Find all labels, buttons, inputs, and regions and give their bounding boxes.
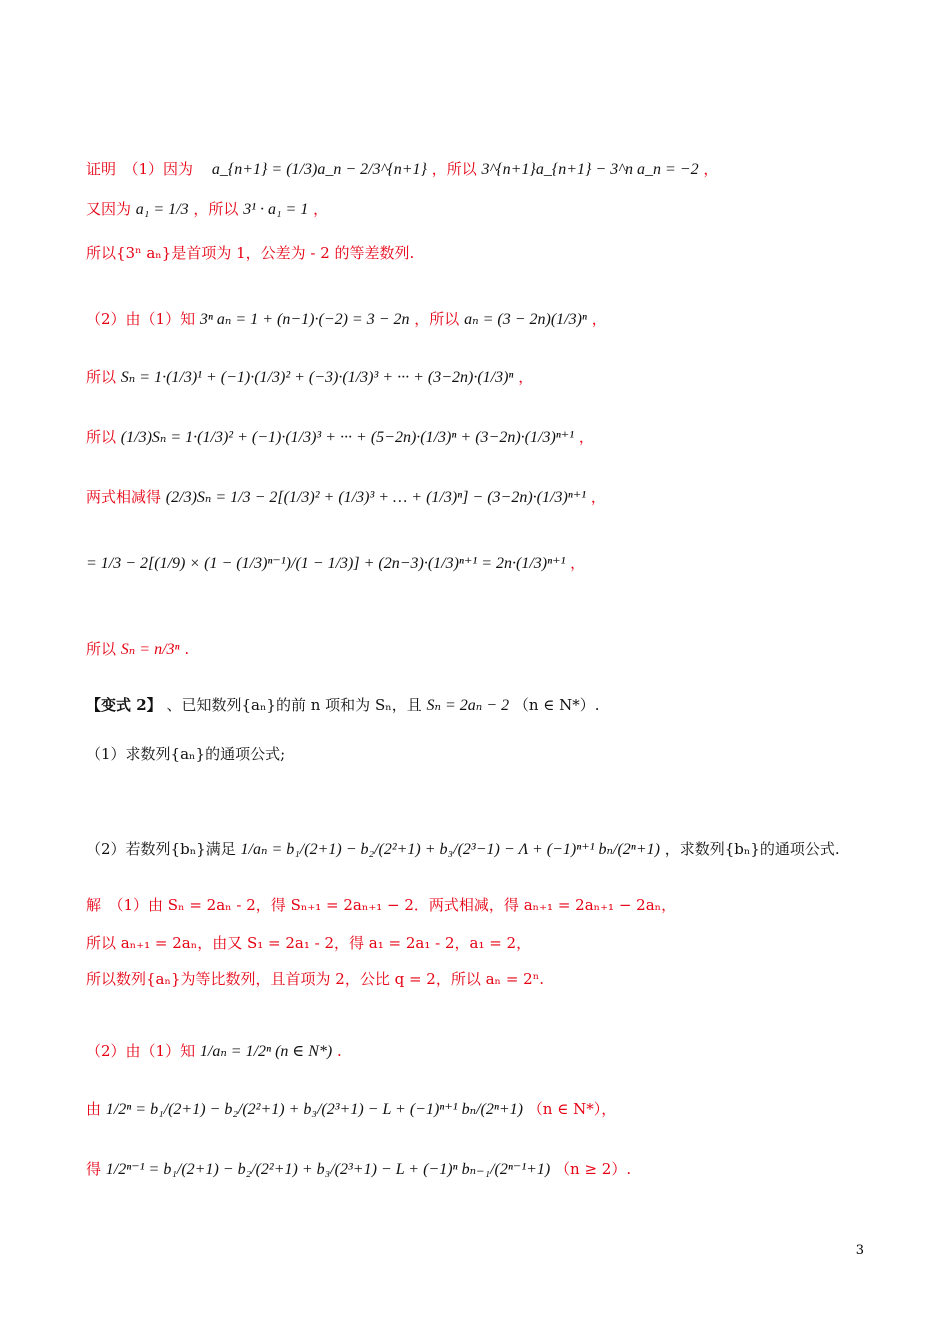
- variant-q2: [86, 840, 890, 859]
- text: （n ∈ N*）.: [513, 696, 600, 714]
- solution-line-6: [86, 1160, 890, 1179]
- text: （2）由（1）知: [86, 310, 196, 328]
- text: ，所以: [431, 160, 477, 178]
- page-number: 3: [855, 1243, 864, 1258]
- text: （n ∈ N*），: [527, 1100, 617, 1118]
- text: .: [184, 640, 190, 658]
- solution-line-3: 所以数列{aₙ}为等比数列，且首项为 2，公比 q = 2，所以 aₙ = 2ⁿ.: [86, 970, 544, 988]
- solution-line-1: 解 （1）由 Sₙ = 2aₙ - 2，得 Sₙ₊₁ = 2aₙ₊₁ − 2．两式相减，得 aₙ₊₁ = 2aₙ₊₁ − 2aₙ，: [86, 896, 677, 914]
- proof-line-1: [86, 160, 890, 179]
- math-expr: 1/2ⁿ = b₁/(2+1) − b₂/(2²+1) + b₃/(2³+1) − L + (−1)ⁿ⁺¹ bₙ/(2ⁿ+1): [105, 1101, 524, 1118]
- solution-line-5: [86, 1100, 890, 1119]
- text: ，: [590, 488, 606, 506]
- text: ，: [591, 310, 607, 328]
- text: ，所以: [193, 200, 239, 218]
- math-expr: 3^{n+1}a_{n+1} − 3^n a_n = −2: [481, 161, 699, 178]
- math-expr: Sₙ = n/3ⁿ: [120, 641, 180, 658]
- text: ，: [570, 554, 586, 572]
- part2-line-5: [86, 554, 890, 573]
- math-expr: Sₙ = 2aₙ − 2: [426, 697, 510, 714]
- math-expr: 1/aₙ = b₁/(2+1) − b₂/(2²+1) + b₃/(2³−1) − Λ + (−1)ⁿ⁺¹ bₙ/(2ⁿ+1): [240, 841, 660, 858]
- part2-line-2: [86, 368, 890, 387]
- variant-statement: [86, 696, 890, 715]
- math-expr: (1/3)Sₙ = 1·(1/3)² + (−1)·(1/3)³ + ··· + (5−2n)·(1/3)ⁿ + (3−2n)·(1/3)ⁿ⁺¹: [120, 429, 575, 446]
- part2-line-1: [86, 310, 890, 329]
- text: 又因为: [86, 200, 132, 218]
- variant-q1: （1）求数列{aₙ}的通项公式;: [86, 745, 286, 763]
- math-expr: a_{n+1} = (1/3)a_n − 2/3^{n+1}: [211, 161, 427, 178]
- text: 所以: [86, 640, 117, 658]
- text: 、已知数列{aₙ}的前 n 项和为 Sₙ，且: [166, 696, 422, 714]
- text: （2）由（1）知: [86, 1042, 196, 1060]
- part2-line-3: [86, 428, 890, 447]
- solution-line-2: 所以 aₙ₊₁ = 2aₙ，由又 S₁ = 2a₁ - 2，得 a₁ = 2a₁ - 2，a₁ = 2，: [86, 934, 532, 952]
- part2-line-4: [86, 488, 890, 507]
- proof-line-2: [86, 200, 890, 219]
- part2-line-6: [86, 640, 890, 659]
- math-expr: Sₙ = 1·(1/3)¹ + (−1)·(1/3)² + (−3)·(1/3)³ + ··· + (3−2n)·(1/3)ⁿ: [120, 369, 514, 386]
- text: 得: [86, 1160, 102, 1178]
- math-expr: a₁ = 1/3: [135, 201, 189, 218]
- math-expr: 3¹ · a₁ = 1: [243, 201, 309, 218]
- math-expr: 1/2ⁿ⁻¹ = b₁/(2+1) − b₂/(2²+1) + b₃/(2³+1) − L + (−1)ⁿ bₙ₋₁/(2ⁿ⁻¹+1): [105, 1161, 551, 1178]
- math-expr: 3ⁿ aₙ = 1 + (n−1)·(−2) = 3 − 2n: [199, 311, 410, 328]
- text: 所以: [86, 368, 117, 386]
- text: 由: [86, 1100, 102, 1118]
- text: 两式相减得: [86, 488, 162, 506]
- proof-label: 证明 （1）因为: [86, 160, 194, 178]
- math-expr: 1/aₙ = 1/2ⁿ (n ∈ N*): [199, 1043, 333, 1060]
- math-expr: = 1/3 − 2[(1/9) × (1 − (1/3)ⁿ⁻¹)/(1 − 1/3)] + (2n−3)·(1/3)ⁿ⁺¹ = 2n·(1/3)ⁿ⁺¹: [86, 555, 566, 572]
- text: ，求数列{bₙ}的通项公式.: [664, 840, 840, 858]
- text: ，: [313, 200, 329, 218]
- text: （2）若数列{bₙ}满足: [86, 840, 236, 858]
- text: ，: [578, 428, 594, 446]
- text: ，所以: [414, 310, 460, 328]
- text: （n ≥ 2）.: [555, 1160, 632, 1178]
- text: 所以: [86, 428, 117, 446]
- math-expr: (2/3)Sₙ = 1/3 − 2[(1/3)² + (1/3)³ + … + (1/3)ⁿ] − (3−2n)·(1/3)ⁿ⁺¹: [165, 489, 587, 506]
- text: ，: [703, 160, 719, 178]
- text: .: [337, 1042, 342, 1060]
- proof-line-3: 所以{3ⁿ aₙ}是首项为 1，公差为 - 2 的等差数列.: [86, 244, 415, 262]
- math-expr: aₙ = (3 − 2n)(1/3)ⁿ: [464, 311, 587, 328]
- solution-line-4: [86, 1042, 890, 1061]
- variant-title: 【变式 2】: [86, 696, 162, 714]
- text: ，: [518, 368, 534, 386]
